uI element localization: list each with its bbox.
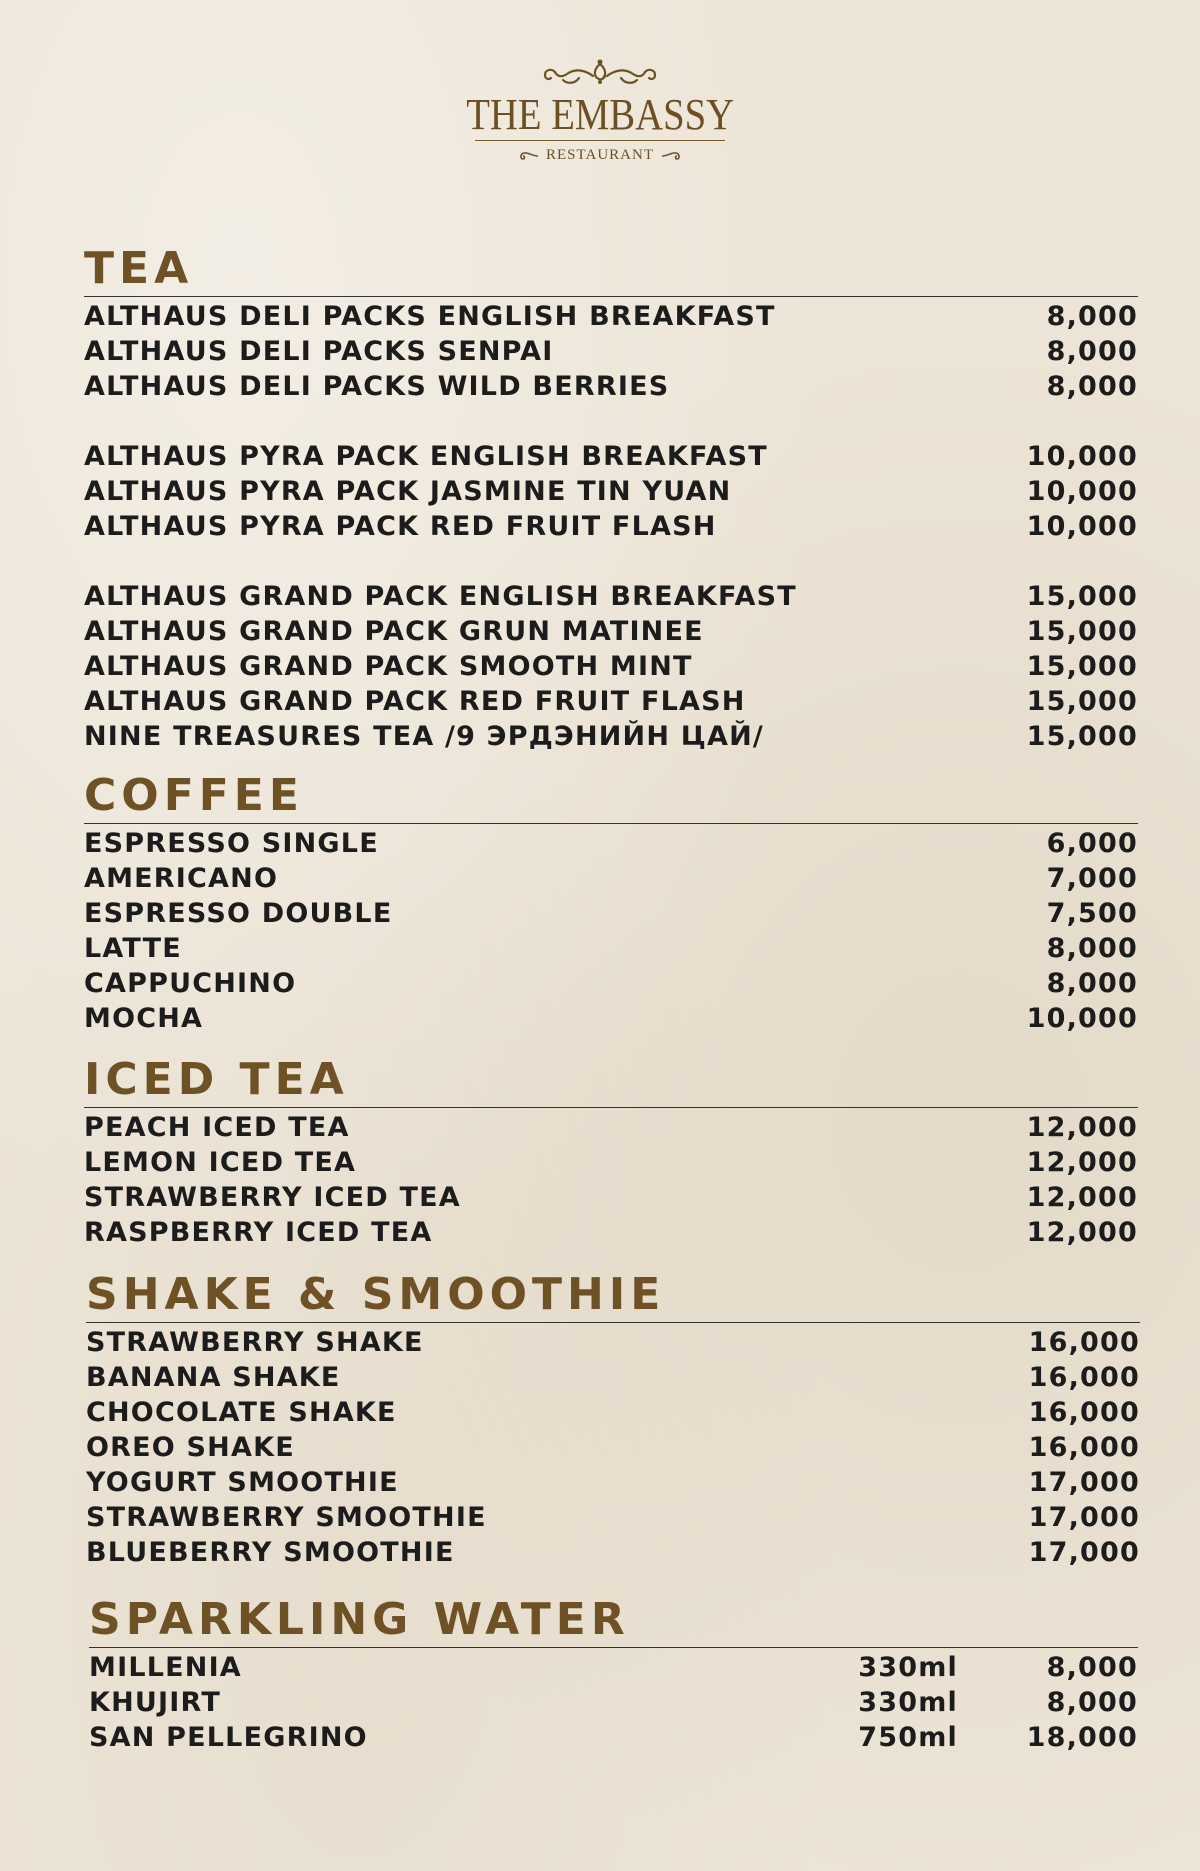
item-name: ESPRESSO DOUBLE xyxy=(84,898,393,929)
item-name: RASPBERRY ICED TEA xyxy=(84,1217,433,1248)
brand-name: THE EMBASSY xyxy=(466,90,734,139)
menu-item xyxy=(84,861,1138,896)
section-tea xyxy=(84,243,1138,754)
item-name: CAPPUCHINO xyxy=(84,968,297,999)
menu-item xyxy=(84,1145,1138,1180)
item-price: 8,000 xyxy=(1046,968,1138,999)
item-name: LATTE xyxy=(84,933,182,964)
item-price: 17,000 xyxy=(1028,1537,1140,1568)
item-name: STRAWBERRY SMOOTHIE xyxy=(86,1502,487,1533)
section-title: COFFEE xyxy=(84,770,304,821)
item-price: 16,000 xyxy=(1028,1327,1140,1358)
item-name: ESPRESSO SINGLE xyxy=(84,828,379,859)
item-price: 15,000 xyxy=(1026,686,1138,717)
menu-item xyxy=(84,369,1138,404)
item-price: 10,000 xyxy=(1026,1003,1138,1034)
item-name: ALTHAUS GRAND PACK SMOOTH MINT xyxy=(84,651,693,682)
menu-item xyxy=(84,614,1138,649)
menu-item xyxy=(84,684,1138,719)
item-volume: 330ml xyxy=(858,1652,958,1683)
item-price: 8,000 xyxy=(1046,1687,1138,1718)
menu-item xyxy=(89,1685,1138,1720)
menu-item xyxy=(86,1500,1140,1535)
section-divider xyxy=(84,1107,1138,1108)
item-name: KHUJIRT xyxy=(89,1687,221,1718)
group-spacer xyxy=(84,544,1138,579)
section-title: TEA xyxy=(84,243,194,294)
item-name: CHOCOLATE SHAKE xyxy=(86,1397,397,1428)
menu-item xyxy=(84,509,1138,544)
item-name: ALTHAUS PYRA PACK ENGLISH BREAKFAST xyxy=(84,441,768,472)
item-price: 10,000 xyxy=(1026,511,1138,542)
item-price: 17,000 xyxy=(1028,1502,1140,1533)
menu-item xyxy=(84,719,1138,754)
section-title: ICED TEA xyxy=(84,1054,349,1105)
item-price: 8,000 xyxy=(1046,336,1138,367)
menu-item xyxy=(84,931,1138,966)
item-price: 8,000 xyxy=(1046,933,1138,964)
section-iced-tea xyxy=(84,1054,1138,1250)
menu-item xyxy=(86,1325,1140,1360)
group-spacer xyxy=(84,404,1138,439)
menu-item xyxy=(86,1395,1140,1430)
menu-item xyxy=(84,1180,1138,1215)
item-price: 10,000 xyxy=(1026,441,1138,472)
item-price: 15,000 xyxy=(1026,616,1138,647)
menu-item xyxy=(84,649,1138,684)
menu-item xyxy=(84,299,1138,334)
item-price: 8,000 xyxy=(1046,371,1138,402)
item-name: ALTHAUS GRAND PACK RED FRUIT FLASH xyxy=(84,686,746,717)
section-coffee xyxy=(84,770,1138,1036)
item-name: ALTHAUS GRAND PACK ENGLISH BREAKFAST xyxy=(84,581,797,612)
item-name: ALTHAUS PYRA PACK JASMINE TIN YUAN xyxy=(84,476,732,507)
item-name: MILLENIA xyxy=(89,1652,242,1683)
item-price: 8,000 xyxy=(1046,1652,1138,1683)
item-price: 16,000 xyxy=(1028,1362,1140,1393)
item-name: OREO SHAKE xyxy=(86,1432,295,1463)
item-name: BLUEBERRY SMOOTHIE xyxy=(86,1537,455,1568)
item-name: ALTHAUS DELI PACKS WILD BERRIES xyxy=(84,371,670,402)
brand-subtitle: RESTAURANT xyxy=(546,147,654,163)
section-title: SPARKLING WATER xyxy=(89,1594,630,1645)
item-name: PEACH ICED TEA xyxy=(84,1112,350,1143)
item-name: LEMON ICED TEA xyxy=(84,1147,357,1178)
section-title: SHAKE & SMOOTHIE xyxy=(86,1269,666,1320)
item-name: NINE TREASURES TEA /9 ЭРДЭНИЙН ЦАЙ/ xyxy=(84,721,764,752)
item-name: STRAWBERRY ICED TEA xyxy=(84,1182,461,1213)
item-volume: 750ml xyxy=(858,1722,958,1753)
item-price: 15,000 xyxy=(1026,581,1138,612)
item-name: AMERICANO xyxy=(84,863,279,894)
item-price: 16,000 xyxy=(1028,1397,1140,1428)
item-name: STRAWBERRY SHAKE xyxy=(86,1327,424,1358)
item-name: ALTHAUS GRAND PACK GRUN MATINEE xyxy=(84,616,704,647)
item-price: 15,000 xyxy=(1026,721,1138,752)
section-shake-smoothie xyxy=(86,1269,1140,1570)
item-name: ALTHAUS PYRA PACK RED FRUIT FLASH xyxy=(84,511,717,542)
item-price: 8,000 xyxy=(1046,301,1138,332)
item-price: 12,000 xyxy=(1026,1182,1138,1213)
item-volume: 330ml xyxy=(858,1687,958,1718)
item-price: 10,000 xyxy=(1026,476,1138,507)
menu-item xyxy=(84,966,1138,1001)
item-name: ALTHAUS DELI PACKS SENPAI xyxy=(84,336,554,367)
item-price: 18,000 xyxy=(1026,1722,1138,1753)
menu-item xyxy=(84,1110,1138,1145)
menu-item xyxy=(84,579,1138,614)
menu-item xyxy=(86,1430,1140,1465)
item-price: 7,000 xyxy=(1046,863,1138,894)
menu-item xyxy=(86,1535,1140,1570)
menu-item xyxy=(86,1465,1140,1500)
menu-item xyxy=(84,896,1138,931)
section-divider xyxy=(84,823,1138,824)
item-price: 12,000 xyxy=(1026,1147,1138,1178)
menu-item xyxy=(89,1650,1138,1685)
item-price: 12,000 xyxy=(1026,1217,1138,1248)
menu-item xyxy=(84,826,1138,861)
section-sparkling-water xyxy=(89,1594,1138,1755)
item-price: 6,000 xyxy=(1046,828,1138,859)
item-name: SAN PELLEGRINO xyxy=(89,1722,368,1753)
item-price: 12,000 xyxy=(1026,1112,1138,1143)
menu-item xyxy=(84,334,1138,369)
item-price: 16,000 xyxy=(1028,1432,1140,1463)
section-divider xyxy=(89,1647,1138,1648)
item-price: 15,000 xyxy=(1026,651,1138,682)
restaurant-logo xyxy=(0,58,1200,164)
menu-item xyxy=(84,474,1138,509)
item-name: BANANA SHAKE xyxy=(86,1362,341,1393)
item-price: 7,500 xyxy=(1046,898,1138,929)
right-curl-icon xyxy=(660,150,686,162)
left-curl-icon xyxy=(514,150,540,162)
filigree-ornament-icon xyxy=(535,58,665,92)
item-name: MOCHA xyxy=(84,1003,204,1034)
brand-divider xyxy=(475,140,725,141)
item-name: YOGURT SMOOTHIE xyxy=(86,1467,399,1498)
section-divider xyxy=(86,1322,1140,1323)
menu-item xyxy=(84,1215,1138,1250)
item-price: 17,000 xyxy=(1028,1467,1140,1498)
menu-item xyxy=(89,1720,1138,1755)
menu-item xyxy=(86,1360,1140,1395)
menu-item xyxy=(84,439,1138,474)
menu-item xyxy=(84,1001,1138,1036)
item-name: ALTHAUS DELI PACKS ENGLISH BREAKFAST xyxy=(84,301,776,332)
section-divider xyxy=(84,296,1138,297)
